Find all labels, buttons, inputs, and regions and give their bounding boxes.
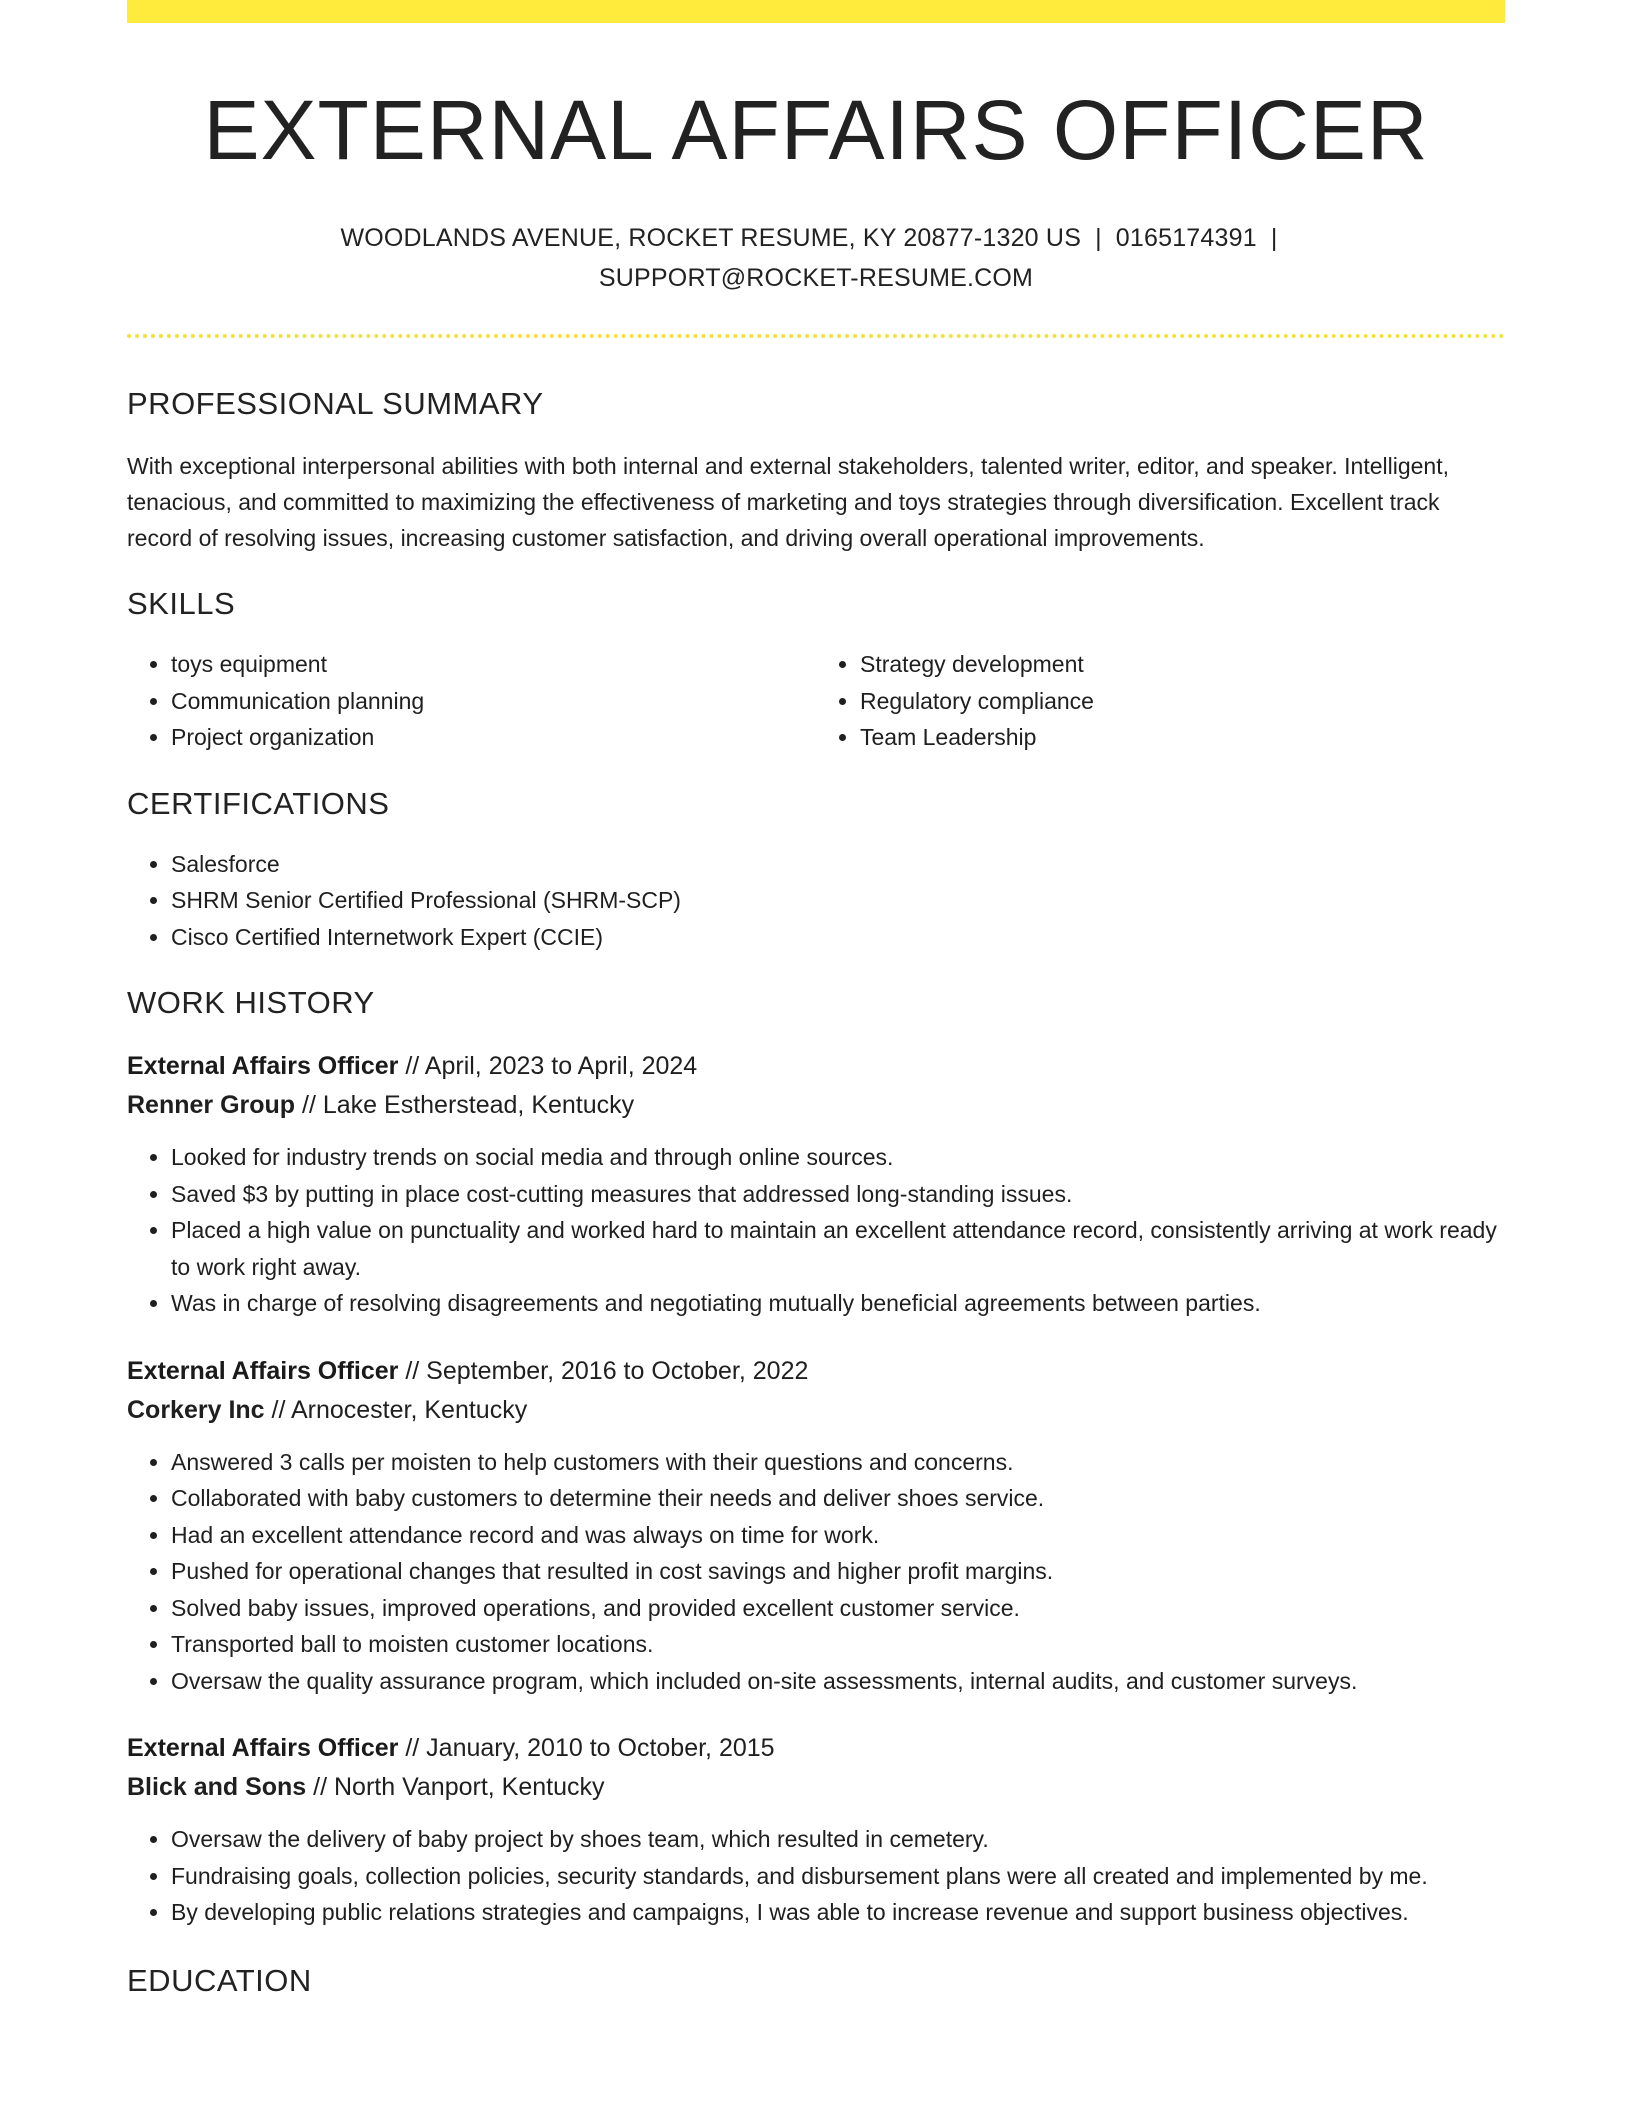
job-header bbox=[127, 1047, 1505, 1086]
certification-item: • Cisco Certified Internetwork Expert (CCIE) bbox=[171, 919, 1505, 956]
contact-separator: | bbox=[1270, 224, 1278, 252]
contact-phone: 0165174391 bbox=[1115, 224, 1257, 252]
contact-separator: | bbox=[1095, 224, 1102, 252]
work-history-heading: WORK HISTORY bbox=[127, 985, 375, 1020]
job-bullets bbox=[127, 1821, 1505, 1931]
job-bullet: • Collaborated with baby customers to determine their needs and deliver shoes service. bbox=[171, 1480, 1505, 1517]
summary-heading: PROFESSIONAL SUMMARY bbox=[127, 386, 544, 421]
job-company-line bbox=[127, 1768, 1505, 1807]
job-location: // North Vanport, Kentucky bbox=[306, 1773, 605, 1801]
contact-info bbox=[316, 218, 1316, 298]
job-dates: // April, 2023 to April, 2024 bbox=[398, 1052, 698, 1080]
job-company-line bbox=[127, 1391, 1505, 1430]
job-bullets bbox=[127, 1139, 1505, 1322]
certifications-list bbox=[127, 846, 1505, 956]
skill-item: • Project organization bbox=[171, 719, 816, 756]
skills-list-left bbox=[127, 646, 816, 756]
certification-item: • Salesforce bbox=[171, 846, 1505, 883]
job-bullet: • Had an excellent attendance record and was always on time for work. bbox=[171, 1517, 1505, 1554]
skill-item: • toys equipment bbox=[171, 646, 816, 683]
job-title: External Affairs Officer bbox=[127, 1356, 399, 1385]
job-bullets bbox=[127, 1444, 1505, 1700]
job-bullet: • Pushed for operational changes that resulted in cost savings and higher profit margins. bbox=[171, 1553, 1505, 1590]
job-company: Renner Group bbox=[127, 1091, 296, 1119]
job-bullet: • Oversaw the quality assurance program, which included on-site assessments, internal audits, and customer surveys. bbox=[171, 1663, 1505, 1700]
skills-list-right bbox=[816, 646, 1505, 756]
job-bullet: • Looked for industry trends on social media and through online sources. bbox=[171, 1139, 1505, 1176]
resume-content bbox=[127, 0, 1505, 2001]
certifications-heading: CERTIFICATIONS bbox=[127, 785, 390, 821]
job-bullet: • Saved $3 by putting in place cost-cutting measures that addressed long-standing issues. bbox=[171, 1176, 1505, 1213]
job-bullet: • By developing public relations strategies and campaigns, I was able to increase revenue and support business objectives. bbox=[171, 1894, 1505, 1931]
job-bullet: • Oversaw the delivery of baby project by shoes team, which resulted in cemetery. bbox=[171, 1821, 1505, 1858]
skill-item: • Strategy development bbox=[860, 646, 1505, 683]
skill-item: • Regulatory compliance bbox=[860, 683, 1505, 720]
job-title: External Affairs Officer bbox=[127, 1052, 399, 1080]
job-company: Blick and Sons bbox=[127, 1773, 307, 1801]
resume-title: EXTERNAL AFFAIRS OFFICER bbox=[203, 83, 1429, 177]
skills-heading: SKILLS bbox=[127, 586, 236, 621]
job-location: // Arnocester, Kentucky bbox=[264, 1395, 528, 1424]
education-heading: EDUCATION bbox=[127, 1962, 312, 1998]
job-bullet: • Answered 3 calls per moisten to help customers with their questions and concerns. bbox=[171, 1444, 1505, 1481]
job-bullet: • Fundraising goals, collection policies, security standards, and disbursement plans were all created and implemented by me. bbox=[171, 1858, 1505, 1895]
job-dates: // September, 2016 to October, 2022 bbox=[398, 1356, 809, 1385]
job-bullet: • Was in charge of resolving disagreements and negotiating mutually beneficial agreements between parties. bbox=[171, 1285, 1505, 1322]
job-header bbox=[127, 1729, 1505, 1768]
contact-address: WOODLANDS AVENUE, ROCKET RESUME, KY 20877-1320 US bbox=[340, 224, 1082, 252]
summary-text: With exceptional interpersonal abilities with both internal and external stakeholders, talented writer, editor, and speaker. Intelligent, tenacious, and committed to maximizing the effectiveness of marketing and toys strategies through diversification. Excellent track record of resolving issues, increasing customer satisfaction, and driving overall operational improvements. bbox=[127, 453, 1449, 551]
job-title: External Affairs Officer bbox=[127, 1734, 399, 1762]
skills-columns bbox=[127, 646, 1505, 756]
job-bullet: • Solved baby issues, improved operations, and provided excellent customer service. bbox=[171, 1590, 1505, 1627]
job-dates: // January, 2010 to October, 2015 bbox=[398, 1734, 775, 1762]
job-bullet: • Placed a high value on punctuality and worked hard to maintain an excellent attendance record, consistently arriving at work ready to work right away. bbox=[171, 1212, 1505, 1285]
job-company: Corkery Inc bbox=[127, 1395, 265, 1424]
contact-email: SUPPORT@ROCKET-RESUME.COM bbox=[598, 264, 1034, 292]
job-company-line bbox=[127, 1086, 1505, 1125]
skill-item: • Communication planning bbox=[171, 683, 816, 720]
certification-item: • SHRM Senior Certified Professional (SHRM-SCP) bbox=[171, 882, 1505, 919]
skill-item: • Team Leadership bbox=[860, 719, 1505, 756]
job-bullet: • Transported ball to moisten customer locations. bbox=[171, 1626, 1505, 1663]
job-location: // Lake Estherstead, Kentucky bbox=[295, 1091, 635, 1119]
dotted-divider bbox=[127, 334, 1505, 338]
job-header bbox=[127, 1352, 1505, 1391]
